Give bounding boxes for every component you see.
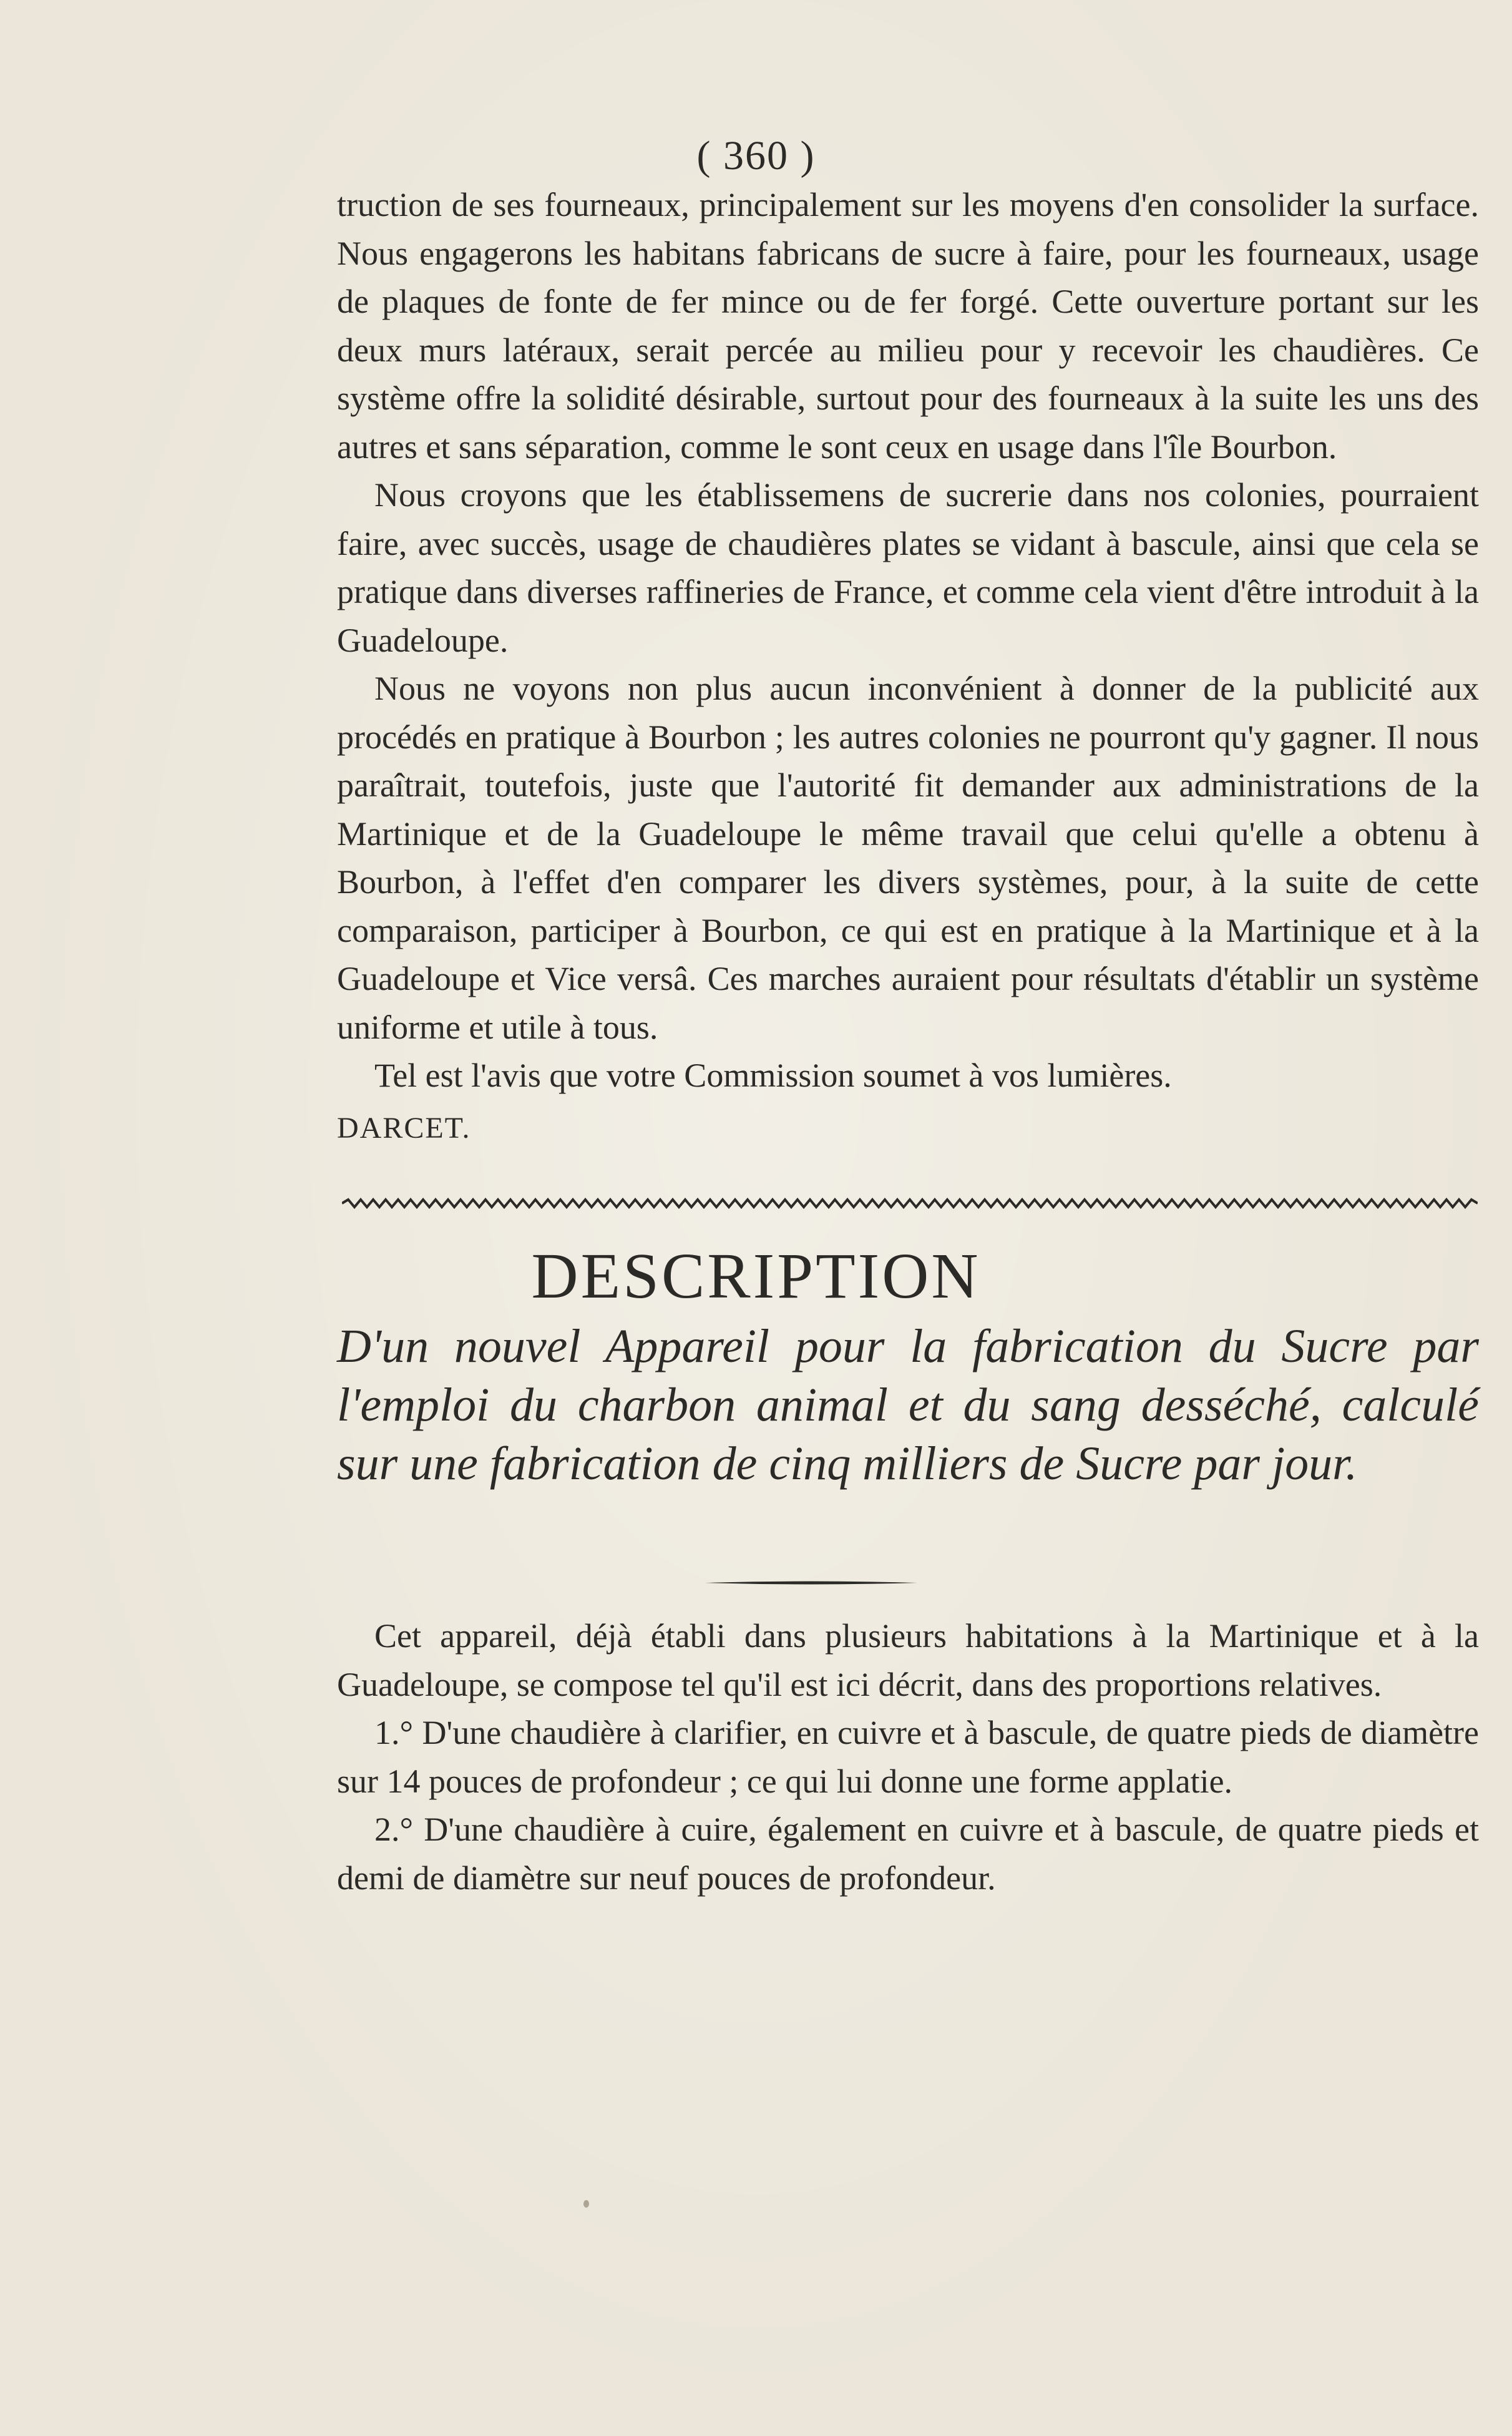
paragraph: Nous croyons que les établissemens de sucrerie dans nos colonies, pourraient faire, avec succès, usage de chaudières plates se vidant à bascule, ainsi que cela se pratique dans diverses raffineries de France, et comme cela vient d'être introduit à la Guadeloupe. [337,476,1479,659]
section-subtitle [337,1317,1479,1493]
paragraph: Tel est l'avis que votre Commission soumet à vos lumières. [374,1057,1172,1094]
section-heading: DESCRIPTION [531,1240,981,1312]
paragraph: Cet appareil, déjà établi dans plusieurs habitations à la Martinique et à la Guadeloupe, se compose tel qu'il est ici décrit, dans des proportions relatives. [337,1617,1479,1703]
paragraph: 2.° D'une chaudière à cuire, également en cuivre et à bascule, de quatre pieds et demi de diamètre sur neuf pouces de profondeur. [337,1811,1479,1897]
page-number: ( 360 ) [696,133,816,179]
paragraph: Nous ne voyons non plus aucun inconvénient à donner de la publicité aux procédés en pratique à Bourbon ; les autres colonies ne pourront qu'y gagner. Il nous paraîtrait, toutefois, juste que l'autorité fit demander aux administrations de la Martinique et de la Guadeloupe le même travail que celui qu'elle a obtenu à Bourbon, à l'effet d'en comparer les divers systèmes, pour, à la suite de cette comparaison, participer à Bourbon, ce qui est en pratique à la Martinique et à la Guadeloupe et Vice versâ. Ces marches auraient pour résultats d'établir un système uniforme et utile à tous. [337,670,1479,1046]
short-divider [705,1580,917,1586]
paragraph: truction de ses fourneaux, principalement sur les moyens d'en consolider la surface. Nous engagerons les habitans fabricans de sucre à faire, pour les fourneaux, usage de plaques de fonte de fer mince ou de fer forgé. Cette ouverture portant sur les deux murs latéraux, serait percée au milieu pour y recevoir les chaudières. Ce système offre la solidité désirable, surtout pour des fourneaux à la suite les uns des autres et sans séparation, comme le sont ceux en usage dans l'île Bourbon. [337,186,1479,466]
body-text-bottom [337,1612,1479,1902]
paragraph: 1.° D'une chaudière à clarifier, en cuivre et à bascule, de quatre pieds de diamètre sur 14 pouces de profondeur ; ce qui lui donne une forme applatie. [337,1714,1479,1800]
body-text-top [337,181,1479,1157]
subtitle-text: D'un nouvel Appareil pour la fabrication du Sucre par l'emploi du charbon animal et du sang desséché, calculé sur une fabrication de cinq milliers de Sucre par jour. [337,1320,1479,1490]
signature: DARCET. [337,1111,471,1145]
wavy-divider [342,1196,1478,1210]
ink-spot [583,2200,589,2208]
